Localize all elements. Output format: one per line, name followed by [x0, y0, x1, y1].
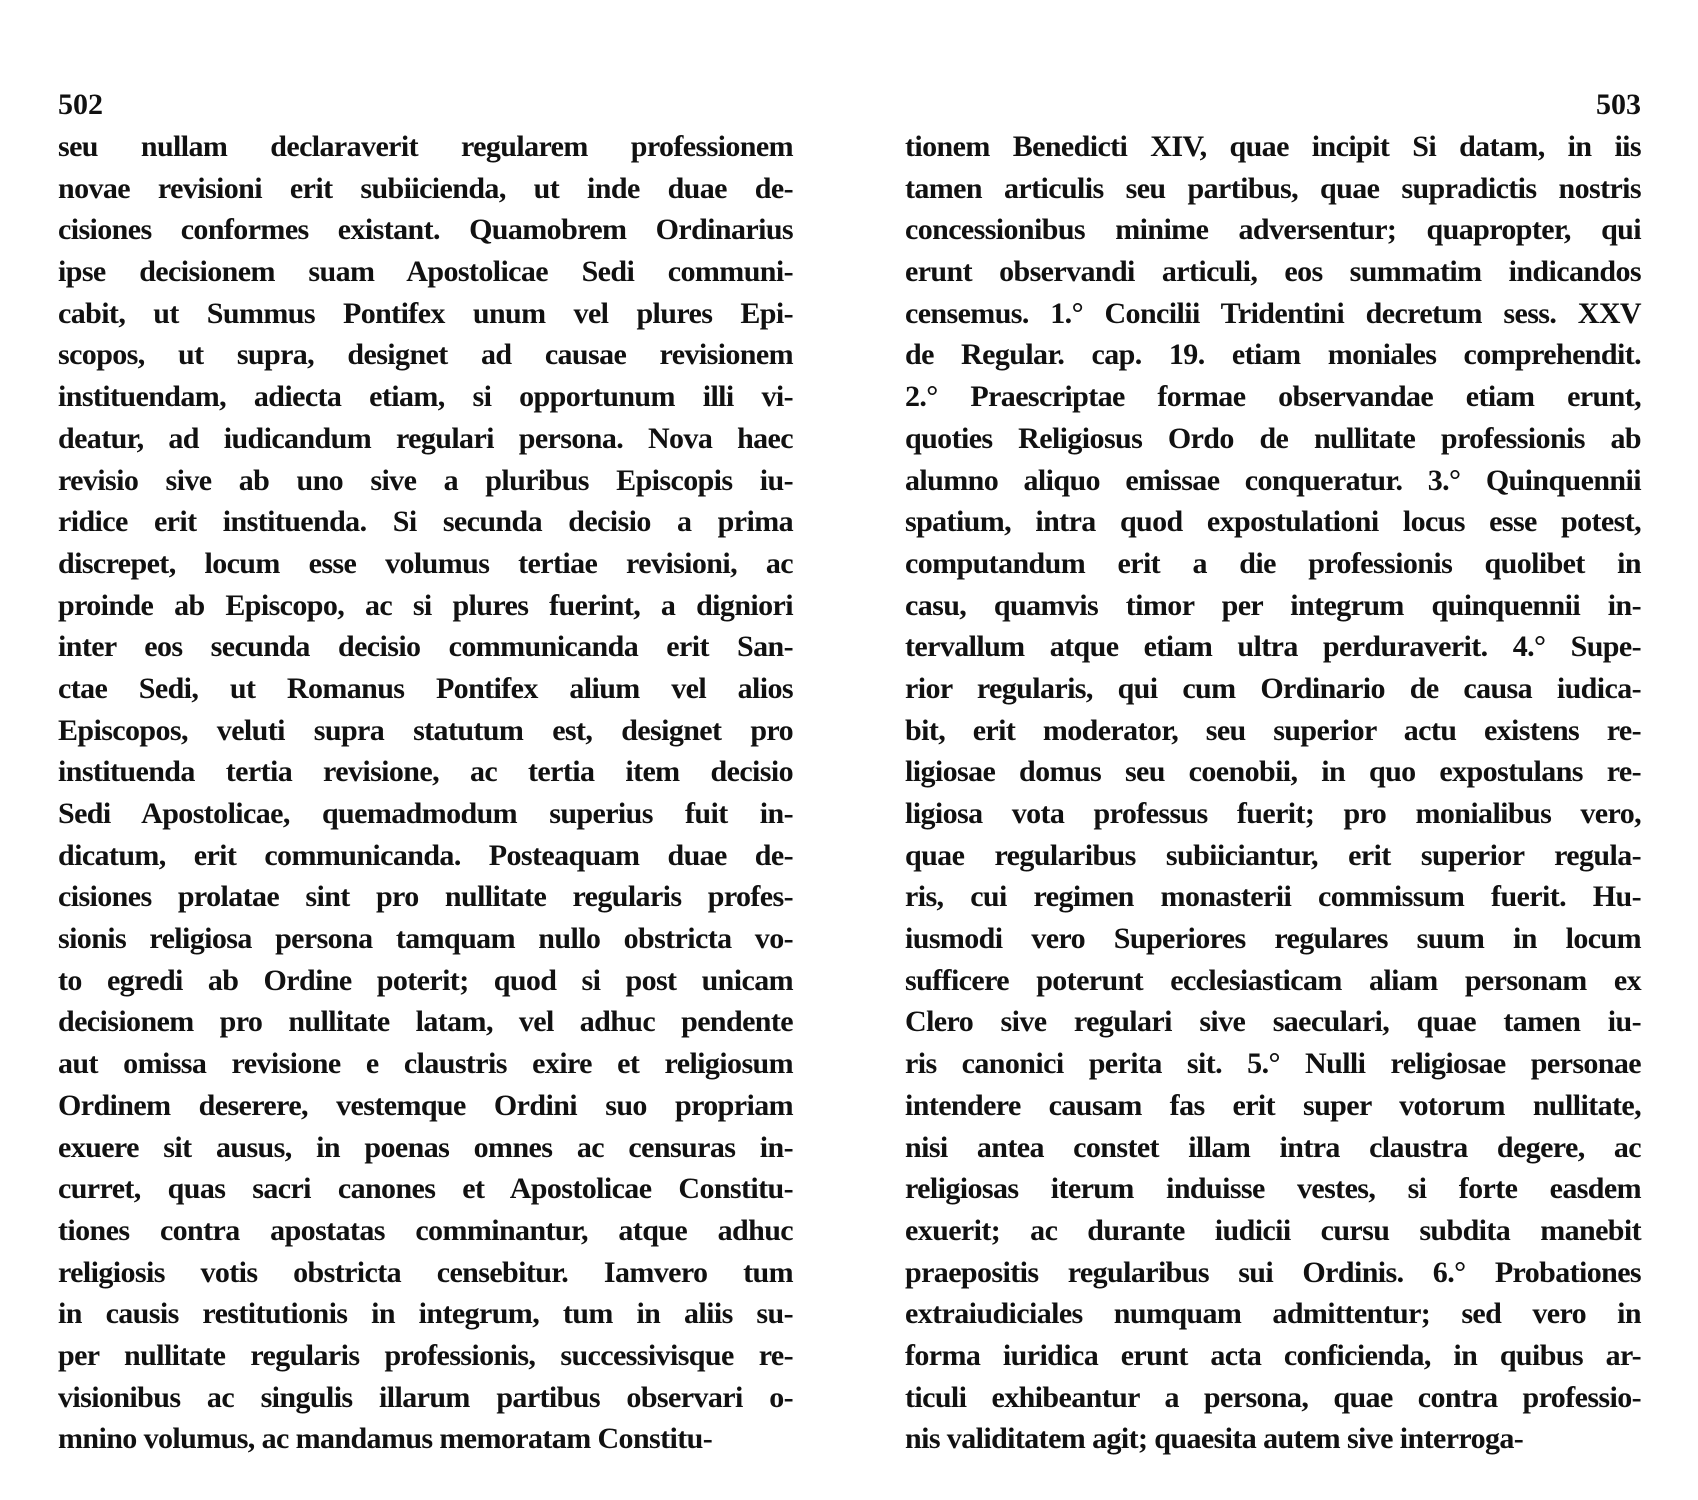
text-line: iusmodi vero Superiores regulares suum in locum [905, 922, 1641, 956]
text-line: scopos, ut supra, designet ad causae revisionem [58, 338, 793, 372]
text-line: cabit, ut Summus Pontifex unum vel plures Epi- [58, 296, 793, 330]
page-number-right: 503 [1596, 88, 1641, 121]
text-line: novae revisioni erit subiicienda, ut inde duae de- [58, 171, 793, 205]
text-line: revisio sive ab uno sive a pluribus Episcopis iu- [58, 463, 793, 497]
text-line: ligiosae domus seu coenobii, in quo expostulans re- [905, 755, 1641, 789]
text-line: cisiones conformes existant. Quamobrem Ordinarius [58, 213, 793, 247]
text-line: per nullitate regularis professionis, successivisque re- [58, 1338, 793, 1372]
text-line: ipse decisionem suam Apostolicae Sedi communi- [58, 255, 793, 289]
right-page-text [905, 126, 1641, 1460]
text-line: tionem Benedicti XIV, quae incipit Si datam, in iis [905, 130, 1641, 163]
text-line: decisionem pro nullitate latam, vel adhuc pendente [58, 1005, 793, 1039]
text-line: 2.° Praescriptae formae observandae etiam erunt, [905, 380, 1641, 414]
text-line: curret, quas sacri canones et Apostolicae Constitu- [58, 1172, 793, 1206]
text-line: proinde ab Episcopo, ac si plures fuerint, a digniori [58, 588, 793, 622]
right-page [905, 88, 1641, 1460]
text-line: discrepet, locum esse volumus tertiae revisioni, ac [58, 546, 793, 580]
text-line: alumno aliquo emissae conqueratur. 3.° Quinquennii [905, 463, 1641, 497]
text-line: tiones contra apostatas comminantur, atque adhuc [58, 1213, 793, 1247]
text-line: seu nullam declaraverit regularem professionem [58, 130, 793, 163]
text-line: exuere sit ausus, in poenas omnes ac censuras in- [58, 1130, 793, 1164]
text-line: instituendam, adiecta etiam, si opportunum illi vi- [58, 380, 793, 414]
left-page-text [58, 126, 793, 1460]
text-line: mnino volumus, ac mandamus memoratam Constitu- [58, 1422, 713, 1456]
text-line: quoties Religiosus Ordo de nullitate professionis ab [905, 421, 1641, 455]
page-number-left: 502 [58, 88, 103, 121]
text-line: erunt observandi articuli, eos summatim indicandos [905, 255, 1641, 289]
text-line: ligiosa vota professus fuerit; pro monialibus vero, [905, 797, 1641, 830]
text-line: sufficere poterunt ecclesiasticam aliam personam ex [905, 963, 1641, 997]
text-line: Clero sive regulari sive saeculari, quae tamen iu- [905, 1005, 1641, 1039]
text-line: cisiones prolatae sint pro nullitate regularis profes- [58, 880, 793, 914]
text-line: tamen articulis seu partibus, quae supradictis nostris [905, 171, 1641, 205]
text-line: intendere causam fas erit super votorum nullitate, [905, 1088, 1641, 1122]
text-line: ticuli exhibeantur a persona, quae contra professio- [905, 1380, 1641, 1414]
text-line: quae regularibus subiiciantur, erit superior regula- [905, 838, 1641, 872]
text-line: computandum erit a die professionis quolibet in [905, 546, 1641, 580]
text-line: nisi antea constet illam intra claustra degere, ac [905, 1130, 1641, 1164]
text-line: bit, erit moderator, seu superior actu existens re- [905, 713, 1641, 747]
text-line: ctae Sedi, ut Romanus Pontifex alium vel alios [58, 671, 793, 705]
text-line: visionibus ac singulis illarum partibus observari o- [58, 1380, 793, 1414]
text-line: religiosis votis obstricta censebitur. Iamvero tum [58, 1255, 793, 1289]
text-line: de Regular. cap. 19. etiam moniales comprehendit. [905, 338, 1641, 372]
text-line: forma iuridica erunt acta conficienda, in quibus ar- [905, 1338, 1641, 1372]
text-line: instituenda tertia revisione, ac tertia item decisio [58, 755, 793, 789]
text-line: praepositis regularibus sui Ordinis. 6.° Probationes [905, 1255, 1641, 1289]
text-line: concessionibus minime adversentur; quapropter, qui [905, 213, 1641, 247]
text-line: in causis restitutionis in integrum, tum in aliis su- [58, 1297, 793, 1331]
text-line: dicatum, erit communicanda. Posteaquam duae de- [58, 838, 793, 872]
text-line: deatur, ad iudicandum regulari persona. Nova haec [58, 421, 793, 455]
text-line: ris, cui regimen monasterii commissum fuerit. Hu- [905, 880, 1641, 914]
text-line: censemus. 1.° Concilii Tridentini decretum sess. XXV [905, 296, 1641, 330]
text-line: ris canonici perita sit. 5.° Nulli religiosae personae [905, 1047, 1641, 1081]
text-line: tervallum atque etiam ultra perduraverit. 4.° Supe- [905, 630, 1641, 664]
text-line: religiosas iterum induisse vestes, si forte easdem [905, 1172, 1641, 1206]
text-line: rior regularis, qui cum Ordinario de causa iudica- [905, 671, 1641, 705]
left-page [58, 88, 793, 1460]
text-line: inter eos secunda decisio communicanda erit San- [58, 630, 793, 664]
text-line: spatium, intra quod expostulationi locus esse potest, [905, 505, 1641, 539]
text-line: ridice erit instituenda. Si secunda decisio a prima [58, 505, 793, 539]
text-line: casu, quamvis timor per integrum quinquennii in- [905, 588, 1641, 622]
text-line: to egredi ab Ordine poterit; quod si post unicam [58, 963, 793, 997]
text-line: nis validitatem agit; quaesita autem sive interroga- [905, 1422, 1524, 1456]
text-line: sionis religiosa persona tamquam nullo obstricta vo- [58, 922, 793, 956]
text-line: aut omissa revisione e claustris exire et religiosum [58, 1047, 793, 1081]
text-line: exuerit; ac durante iudicii cursu subdita manebit [905, 1213, 1641, 1247]
text-line: Ordinem deserere, vestemque Ordini suo propriam [58, 1088, 793, 1122]
text-line: extraiudiciales numquam admittentur; sed vero in [905, 1297, 1641, 1331]
text-line: Sedi Apostolicae, quemadmodum superius fuit in- [58, 797, 793, 830]
text-line: Episcopos, veluti supra statutum est, designet pro [58, 713, 793, 747]
